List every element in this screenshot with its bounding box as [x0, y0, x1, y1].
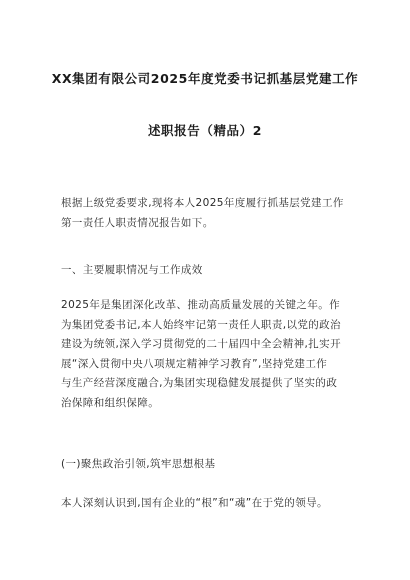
body-paragraph: [61, 296, 357, 414]
subsection-heading: [61, 455, 357, 475]
body-line: 为集团党委书记,本人始终牢记第一责任人职责,以党的政治: [61, 318, 341, 331]
subsection-heading-text: (一)聚焦政治引领,筑牢思想根基: [61, 458, 216, 470]
intro-line: 根据上级党委要求,现将本人2025年度履行抓基层党建工作: [61, 197, 344, 209]
body-line: 与生产经营深度融合,为集团实现稳健发展提供了坚实的政: [61, 377, 338, 390]
body-line: 本人深刻认识到,国有企业的“根”和“魂”在于党的领导。: [61, 497, 328, 509]
section-heading: [61, 261, 357, 281]
document-title-line-1: XX集团有限公司2025年度党委书记抓基层党建工作: [51, 71, 359, 86]
body-line: 治保障和组织保障。: [61, 396, 160, 409]
intro-line: 第一责任人职责情况报告如下。: [61, 216, 214, 229]
document-title-line-2: 述职报告（精品）2: [147, 123, 263, 138]
body-paragraph-2: [61, 494, 357, 514]
intro-paragraph: [61, 194, 357, 233]
body-line: 展“深入贯彻中央八项规定精神学习教育”,坚持党建工作: [61, 357, 328, 370]
body-line: 建设为统领,深入学习贯彻党的二十届四中全会精神,扎实开: [61, 338, 341, 351]
body-line: 2025年是集团深化改革、推动高质量发展的关键之年。作: [61, 299, 341, 311]
section-heading-text: 一、主要履职情况与工作成效: [61, 264, 203, 276]
